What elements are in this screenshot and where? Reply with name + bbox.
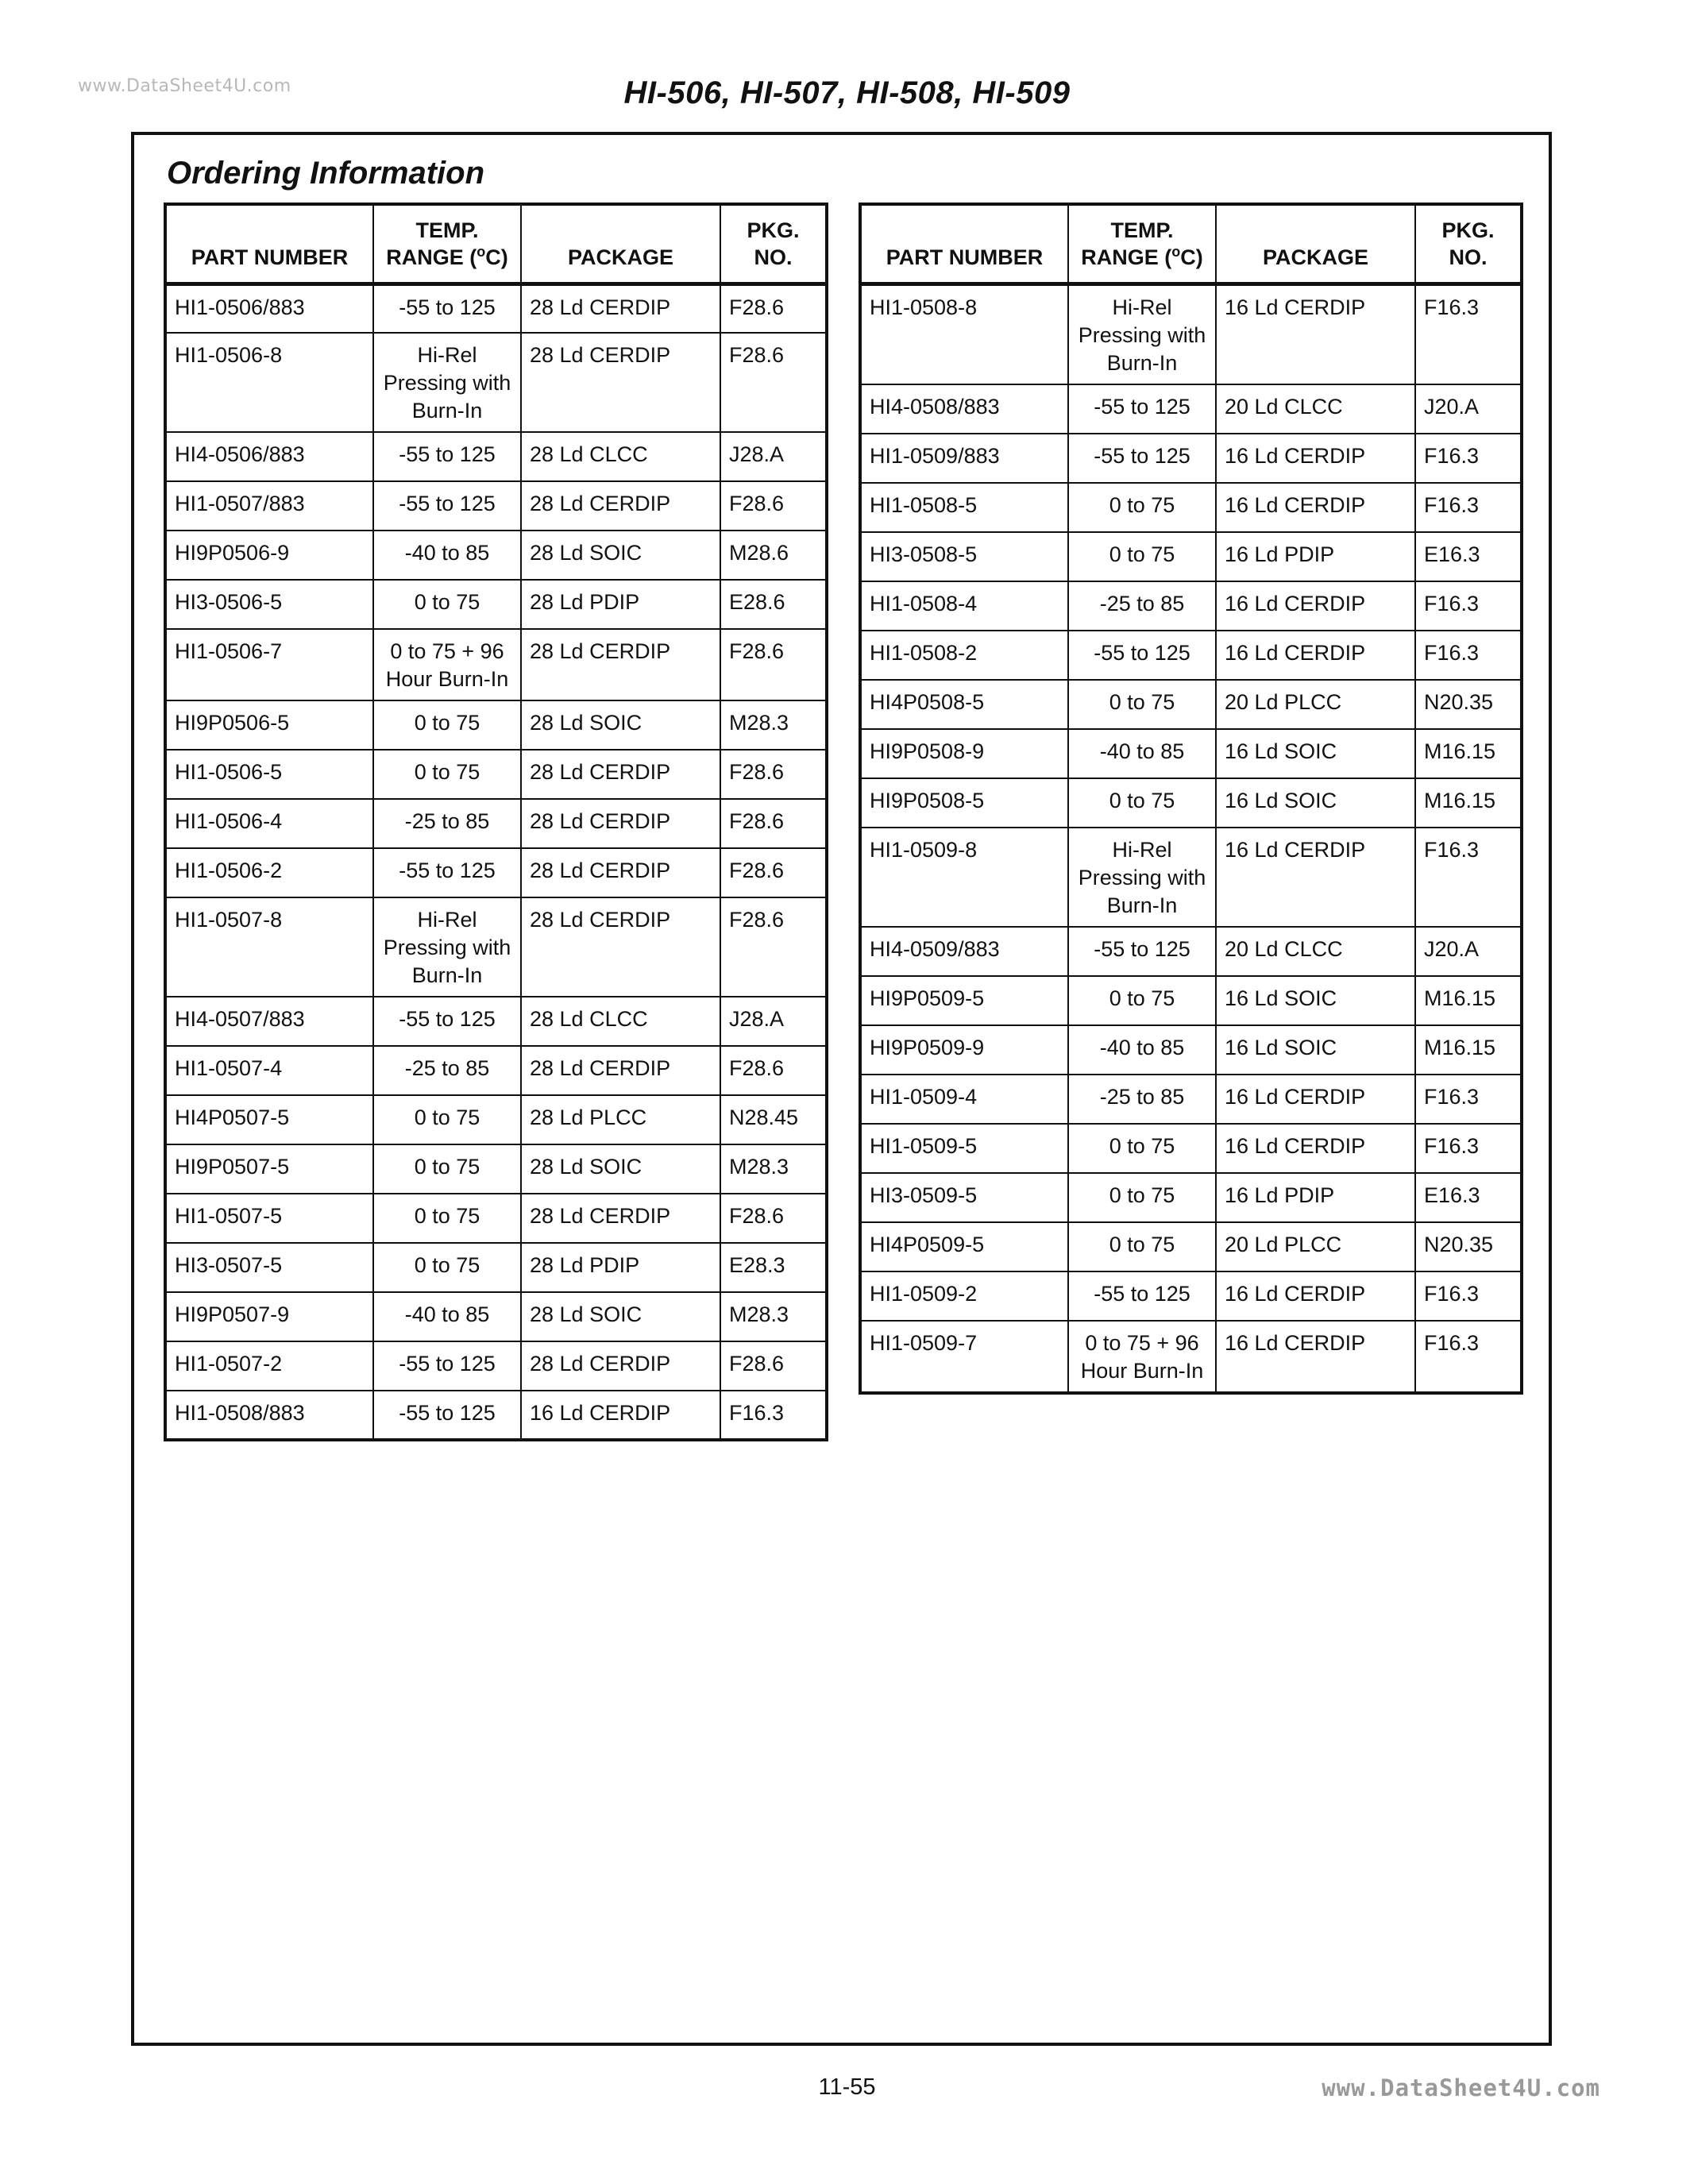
header-temp-line2 — [1075, 244, 1209, 271]
package-cell: 16 Ld CERDIP — [1216, 828, 1415, 927]
table-row — [860, 483, 1522, 532]
package-cell: 16 Ld CERDIP — [1216, 1271, 1415, 1321]
package-cell: 16 Ld SOIC — [1216, 729, 1415, 778]
part-number-cell: HI1-0507-4 — [165, 1046, 373, 1095]
part-number-cell: HI1-0509-7 — [860, 1321, 1068, 1393]
ordering-table-right-body — [860, 284, 1522, 1393]
package-cell: 16 Ld CERDIP — [1216, 581, 1415, 631]
part-number-cell: HI1-0508-4 — [860, 581, 1068, 631]
package-cell: 28 Ld CERDIP — [521, 629, 720, 700]
temp-range-cell — [1068, 1321, 1216, 1393]
pkg-no-cell: N20.35 — [1415, 680, 1522, 729]
part-number-cell: HI9P0507-5 — [165, 1144, 373, 1194]
watermark-top[interactable]: www.DataSheet4U.com — [78, 76, 291, 96]
temp-range-line: -55 to 125 — [399, 442, 496, 466]
package-cell: 28 Ld SOIC — [521, 700, 720, 750]
table-row — [165, 799, 827, 848]
header-temp-post: C) — [1180, 245, 1203, 269]
temp-range-cell — [373, 750, 521, 799]
temp-range-line: -25 to 85 — [404, 1056, 490, 1080]
temp-range-cell — [1068, 1124, 1216, 1173]
header-pkg-no — [720, 204, 827, 284]
part-number-cell: HI4P0507-5 — [165, 1095, 373, 1144]
temp-range-line: Pressing with — [383, 371, 511, 395]
pkg-no-cell: M28.3 — [720, 1292, 827, 1341]
pkg-no-cell: F28.6 — [720, 481, 827, 531]
temp-range-cell — [1068, 976, 1216, 1025]
pkg-no-cell: F16.3 — [1415, 483, 1522, 532]
part-number-cell: HI1-0508/883 — [165, 1391, 373, 1440]
temp-range-line: 0 to 75 — [1109, 1183, 1175, 1207]
page-number: 11-55 — [818, 2074, 876, 2100]
temp-range-line: 0 to 75 — [1109, 788, 1175, 812]
part-number-cell: HI3-0509-5 — [860, 1173, 1068, 1222]
package-cell: 28 Ld PLCC — [521, 1095, 720, 1144]
table-row — [860, 976, 1522, 1025]
temp-range-line: -25 to 85 — [404, 809, 490, 833]
temp-range-line: -25 to 85 — [1099, 591, 1185, 615]
temp-range-cell — [373, 997, 521, 1046]
part-number-cell: HI9P0506-9 — [165, 531, 373, 580]
pkg-no-cell: F16.3 — [1415, 284, 1522, 384]
table-row — [165, 750, 827, 799]
pkg-no-cell: M28.6 — [720, 531, 827, 580]
package-cell: 28 Ld CERDIP — [521, 1194, 720, 1243]
temp-range-line: Pressing with — [1078, 865, 1206, 889]
temp-range-line: 0 to 75 + 96 — [1085, 1330, 1199, 1355]
temp-range-cell — [373, 700, 521, 750]
package-cell: 28 Ld CERDIP — [521, 848, 720, 897]
part-number-cell: HI1-0506-7 — [165, 629, 373, 700]
table-row — [860, 1222, 1522, 1271]
temp-range-cell — [373, 1391, 521, 1440]
temp-range-cell — [373, 1095, 521, 1144]
temp-range-line: -55 to 125 — [399, 295, 496, 319]
table-row — [860, 729, 1522, 778]
pkg-no-cell: J28.A — [720, 997, 827, 1046]
ordering-table-right — [859, 203, 1523, 1395]
package-cell: 28 Ld CERDIP — [521, 333, 720, 432]
header-row — [860, 204, 1522, 284]
part-number-cell: HI3-0506-5 — [165, 580, 373, 629]
temp-range-line: Hi-Rel — [1112, 837, 1172, 862]
table-row — [165, 1095, 827, 1144]
pkg-no-cell: F16.3 — [1415, 581, 1522, 631]
table-row — [165, 1243, 827, 1292]
temp-range-line: Hi-Rel — [1112, 295, 1172, 319]
pkg-no-cell: J20.A — [1415, 384, 1522, 434]
temp-range-cell — [373, 284, 521, 333]
temp-range-line: Pressing with — [1078, 322, 1206, 347]
package-cell: 20 Ld PLCC — [1216, 1222, 1415, 1271]
header-pkg-line2: NO. — [754, 245, 793, 269]
temp-range-cell — [373, 1194, 521, 1243]
header-temp-degree: o — [1171, 243, 1181, 260]
pkg-no-cell: M28.3 — [720, 1144, 827, 1194]
table-row — [165, 1194, 827, 1243]
header-temp-range — [373, 204, 521, 284]
header-temp-pre: RANGE ( — [386, 245, 477, 269]
part-number-cell: HI1-0506-2 — [165, 848, 373, 897]
pkg-no-cell: M16.15 — [1415, 976, 1522, 1025]
table-row — [860, 1025, 1522, 1075]
package-cell: 16 Ld CERDIP — [1216, 1075, 1415, 1124]
part-number-cell: HI1-0506-8 — [165, 333, 373, 432]
table-row — [165, 1391, 827, 1440]
temp-range-line: 0 to 75 — [414, 590, 480, 614]
temp-range-cell — [373, 1046, 521, 1095]
temp-range-line: -55 to 125 — [1094, 1281, 1190, 1306]
header-part-number: PART NUMBER — [165, 204, 373, 284]
table-row — [165, 700, 827, 750]
table-row — [860, 828, 1522, 927]
pkg-no-cell: F28.6 — [720, 1341, 827, 1391]
part-number-cell: HI1-0506/883 — [165, 284, 373, 333]
package-cell: 16 Ld CERDIP — [1216, 1124, 1415, 1173]
temp-range-cell — [373, 799, 521, 848]
temp-range-cell — [1068, 1222, 1216, 1271]
package-cell: 28 Ld CERDIP — [521, 1341, 720, 1391]
temp-range-cell — [1068, 483, 1216, 532]
pkg-no-cell: F16.3 — [1415, 1271, 1522, 1321]
pkg-no-cell: F16.3 — [1415, 1075, 1522, 1124]
temp-range-cell — [373, 531, 521, 580]
pkg-no-cell: F28.6 — [720, 799, 827, 848]
temp-range-line: Hi-Rel — [417, 343, 477, 367]
table-row — [165, 481, 827, 531]
header-part-number: PART NUMBER — [860, 204, 1068, 284]
pkg-no-cell: M16.15 — [1415, 729, 1522, 778]
header-temp-line1: TEMP. — [415, 218, 479, 242]
pkg-no-cell: F16.3 — [1415, 1321, 1522, 1393]
watermark-bottom[interactable]: www.DataSheet4U.com — [1322, 2074, 1600, 2101]
part-number-cell: HI1-0506-5 — [165, 750, 373, 799]
temp-range-cell — [1068, 828, 1216, 927]
package-cell: 16 Ld CERDIP — [1216, 434, 1415, 483]
temp-range-line: 0 to 75 — [414, 1204, 480, 1228]
pkg-no-cell: F28.6 — [720, 897, 827, 997]
pkg-no-cell: N20.35 — [1415, 1222, 1522, 1271]
pkg-no-cell: F16.3 — [720, 1391, 827, 1440]
temp-range-cell — [373, 333, 521, 432]
temp-range-cell — [1068, 384, 1216, 434]
ordering-table-left — [164, 203, 828, 1441]
header-temp-range — [1068, 204, 1216, 284]
table-row — [860, 284, 1522, 384]
temp-range-line: 0 to 75 — [414, 1253, 480, 1277]
pkg-no-cell: J28.A — [720, 432, 827, 481]
temp-range-cell — [373, 629, 521, 700]
temp-range-line: -55 to 125 — [399, 1007, 496, 1031]
package-cell: 16 Ld CERDIP — [521, 1391, 720, 1440]
temp-range-cell — [1068, 532, 1216, 581]
table-row — [165, 580, 827, 629]
temp-range-cell — [373, 481, 521, 531]
temp-range-line: 0 to 75 — [414, 760, 480, 784]
package-cell: 28 Ld CLCC — [521, 432, 720, 481]
temp-range-cell — [1068, 1025, 1216, 1075]
table-row — [860, 384, 1522, 434]
temp-range-cell — [373, 1243, 521, 1292]
part-number-cell: HI9P0508-9 — [860, 729, 1068, 778]
table-row — [860, 1173, 1522, 1222]
temp-range-line: 0 to 75 + 96 — [390, 639, 504, 663]
pkg-no-cell: E16.3 — [1415, 532, 1522, 581]
temp-range-line: -40 to 85 — [1099, 739, 1185, 763]
temp-range-line: -55 to 125 — [1094, 640, 1190, 665]
temp-range-line: -55 to 125 — [399, 1352, 496, 1376]
package-cell: 16 Ld CERDIP — [1216, 284, 1415, 384]
temp-range-cell — [1068, 680, 1216, 729]
table-row — [165, 1341, 827, 1391]
package-cell: 28 Ld CERDIP — [521, 1046, 720, 1095]
part-number-cell: HI1-0509-5 — [860, 1124, 1068, 1173]
table-row — [165, 1292, 827, 1341]
package-cell: 20 Ld PLCC — [1216, 680, 1415, 729]
header-temp-pre: RANGE ( — [1081, 245, 1172, 269]
package-cell: 16 Ld CERDIP — [1216, 483, 1415, 532]
table-row — [860, 1271, 1522, 1321]
package-cell: 28 Ld CERDIP — [521, 284, 720, 333]
table-row — [165, 333, 827, 432]
table-row — [860, 927, 1522, 976]
package-cell: 16 Ld PDIP — [1216, 1173, 1415, 1222]
temp-range-line: -55 to 125 — [1094, 394, 1190, 419]
table-row — [860, 1321, 1522, 1393]
table-row — [860, 680, 1522, 729]
header-pkg-line1: PKG. — [747, 218, 800, 242]
temp-range-line: 0 to 75 — [414, 1106, 480, 1129]
temp-range-cell — [1068, 284, 1216, 384]
temp-range-line: -55 to 125 — [399, 1401, 496, 1425]
temp-range-line: 0 to 75 — [1109, 1133, 1175, 1158]
package-cell: 28 Ld SOIC — [521, 531, 720, 580]
table-row — [860, 581, 1522, 631]
header-temp-degree: o — [477, 243, 486, 260]
temp-range-line: 0 to 75 — [1109, 492, 1175, 517]
header-row — [165, 204, 827, 284]
temp-range-cell — [1068, 778, 1216, 828]
temp-range-cell — [373, 1144, 521, 1194]
pkg-no-cell: F28.6 — [720, 848, 827, 897]
temp-range-cell — [1068, 1075, 1216, 1124]
pkg-no-cell: F28.6 — [720, 333, 827, 432]
pkg-no-cell: N28.45 — [720, 1095, 827, 1144]
package-cell: 16 Ld SOIC — [1216, 778, 1415, 828]
table-row — [860, 631, 1522, 680]
pkg-no-cell: F16.3 — [1415, 434, 1522, 483]
table-row — [860, 532, 1522, 581]
temp-range-line: Burn-In — [1106, 350, 1178, 375]
temp-range-cell — [373, 1292, 521, 1341]
pkg-no-cell: F28.6 — [720, 1046, 827, 1095]
temp-range-line: 0 to 75 — [414, 1155, 480, 1179]
temp-range-line: 0 to 75 — [1109, 542, 1175, 566]
table-row — [165, 897, 827, 997]
pkg-no-cell: E28.6 — [720, 580, 827, 629]
part-number-cell: HI9P0507-9 — [165, 1292, 373, 1341]
part-number-cell: HI1-0506-4 — [165, 799, 373, 848]
temp-range-line: -55 to 125 — [1094, 443, 1190, 468]
header-package: PACKAGE — [1216, 204, 1415, 284]
temp-range-line: -40 to 85 — [1099, 1035, 1185, 1059]
pkg-no-cell: M28.3 — [720, 700, 827, 750]
package-cell: 16 Ld PDIP — [1216, 532, 1415, 581]
package-cell: 28 Ld CERDIP — [521, 750, 720, 799]
part-number-cell: HI9P0506-5 — [165, 700, 373, 750]
pkg-no-cell: E16.3 — [1415, 1173, 1522, 1222]
part-number-cell: HI4P0508-5 — [860, 680, 1068, 729]
part-number-cell: HI1-0507/883 — [165, 481, 373, 531]
part-number-cell: HI1-0508-8 — [860, 284, 1068, 384]
table-row — [165, 997, 827, 1046]
temp-range-line: -55 to 125 — [1094, 936, 1190, 961]
pkg-no-cell: F28.6 — [720, 284, 827, 333]
ordering-table-left-body — [165, 284, 827, 1440]
part-number-cell: HI1-0508-5 — [860, 483, 1068, 532]
package-cell: 28 Ld SOIC — [521, 1292, 720, 1341]
temp-range-cell — [1068, 434, 1216, 483]
header-temp-line2 — [380, 244, 514, 271]
table-row — [165, 531, 827, 580]
package-cell: 16 Ld SOIC — [1216, 1025, 1415, 1075]
part-number-cell: HI4-0506/883 — [165, 432, 373, 481]
table-row — [165, 432, 827, 481]
package-cell: 16 Ld CERDIP — [1216, 631, 1415, 680]
part-number-cell: HI4-0507/883 — [165, 997, 373, 1046]
pkg-no-cell: E28.3 — [720, 1243, 827, 1292]
temp-range-line: Burn-In — [411, 963, 483, 987]
temp-range-line: -40 to 85 — [404, 1302, 490, 1326]
table-row — [165, 284, 827, 333]
temp-range-line: -40 to 85 — [404, 541, 490, 565]
package-cell: 28 Ld CLCC — [521, 997, 720, 1046]
part-number-cell: HI9P0508-5 — [860, 778, 1068, 828]
package-cell: 16 Ld CERDIP — [1216, 1321, 1415, 1393]
header-pkg-line2: NO. — [1449, 245, 1488, 269]
header-pkg-line1: PKG. — [1441, 218, 1495, 242]
package-cell: 28 Ld PDIP — [521, 1243, 720, 1292]
pkg-no-cell: F16.3 — [1415, 1124, 1522, 1173]
temp-range-cell — [1068, 631, 1216, 680]
pkg-no-cell: F28.6 — [720, 1194, 827, 1243]
part-number-cell: HI1-0507-2 — [165, 1341, 373, 1391]
pkg-no-cell: F16.3 — [1415, 631, 1522, 680]
pkg-no-cell: F16.3 — [1415, 828, 1522, 927]
temp-range-line: Burn-In — [411, 399, 483, 423]
temp-range-line: Hour Burn-In — [1080, 1358, 1204, 1383]
package-cell: 28 Ld CERDIP — [521, 799, 720, 848]
table-row — [860, 778, 1522, 828]
temp-range-line: 0 to 75 — [1109, 689, 1175, 714]
package-cell: 28 Ld SOIC — [521, 1144, 720, 1194]
pkg-no-cell: M16.15 — [1415, 778, 1522, 828]
temp-range-line: Hi-Rel — [417, 908, 477, 932]
part-number-cell: HI3-0507-5 — [165, 1243, 373, 1292]
package-cell: 28 Ld CERDIP — [521, 897, 720, 997]
table-row — [165, 848, 827, 897]
table-row — [165, 1046, 827, 1095]
table-row — [860, 1124, 1522, 1173]
header-pkg-no — [1415, 204, 1522, 284]
temp-range-cell — [1068, 729, 1216, 778]
table-row — [165, 629, 827, 700]
header-package: PACKAGE — [521, 204, 720, 284]
pkg-no-cell: J20.A — [1415, 927, 1522, 976]
part-number-cell: HI9P0509-9 — [860, 1025, 1068, 1075]
temp-range-cell — [1068, 581, 1216, 631]
table-row — [860, 434, 1522, 483]
temp-range-cell — [1068, 1271, 1216, 1321]
temp-range-line: 0 to 75 — [1109, 986, 1175, 1010]
part-number-cell: HI1-0507-5 — [165, 1194, 373, 1243]
temp-range-cell — [1068, 1173, 1216, 1222]
temp-range-line: -55 to 125 — [399, 492, 496, 515]
temp-range-line: 0 to 75 — [1109, 1232, 1175, 1256]
part-number-cell: HI1-0509-2 — [860, 1271, 1068, 1321]
temp-range-cell — [373, 580, 521, 629]
package-cell: 28 Ld PDIP — [521, 580, 720, 629]
temp-range-line: Hour Burn-In — [385, 667, 509, 691]
package-cell: 20 Ld CLCC — [1216, 927, 1415, 976]
package-cell: 16 Ld SOIC — [1216, 976, 1415, 1025]
part-number-cell: HI1-0508-2 — [860, 631, 1068, 680]
header-temp-post: C) — [485, 245, 508, 269]
part-number-cell: HI4-0508/883 — [860, 384, 1068, 434]
temp-range-cell — [373, 432, 521, 481]
pkg-no-cell: F28.6 — [720, 629, 827, 700]
part-number-cell: HI9P0509-5 — [860, 976, 1068, 1025]
temp-range-line: Pressing with — [383, 936, 511, 959]
part-number-cell: HI3-0508-5 — [860, 532, 1068, 581]
temp-range-cell — [1068, 927, 1216, 976]
part-number-cell: HI1-0509/883 — [860, 434, 1068, 483]
part-number-cell: HI1-0507-8 — [165, 897, 373, 997]
temp-range-line: 0 to 75 — [414, 711, 480, 735]
pkg-no-cell: M16.15 — [1415, 1025, 1522, 1075]
table-row — [165, 1144, 827, 1194]
part-number-cell: HI4-0509/883 — [860, 927, 1068, 976]
section-title: Ordering Information — [167, 156, 484, 191]
temp-range-cell — [373, 1341, 521, 1391]
temp-range-cell — [373, 848, 521, 897]
package-cell: 20 Ld CLCC — [1216, 384, 1415, 434]
part-number-cell: HI1-0509-4 — [860, 1075, 1068, 1124]
part-number-cell: HI1-0509-8 — [860, 828, 1068, 927]
header-temp-line1: TEMP. — [1110, 218, 1174, 242]
table-row — [860, 1075, 1522, 1124]
temp-range-line: -25 to 85 — [1099, 1084, 1185, 1109]
package-cell: 28 Ld CERDIP — [521, 481, 720, 531]
document-title: HI-506, HI-507, HI-508, HI-509 — [623, 75, 1071, 110]
temp-range-line: Burn-In — [1106, 893, 1178, 917]
pkg-no-cell: F28.6 — [720, 750, 827, 799]
temp-range-line: -55 to 125 — [399, 859, 496, 882]
part-number-cell: HI4P0509-5 — [860, 1222, 1068, 1271]
temp-range-cell — [373, 897, 521, 997]
